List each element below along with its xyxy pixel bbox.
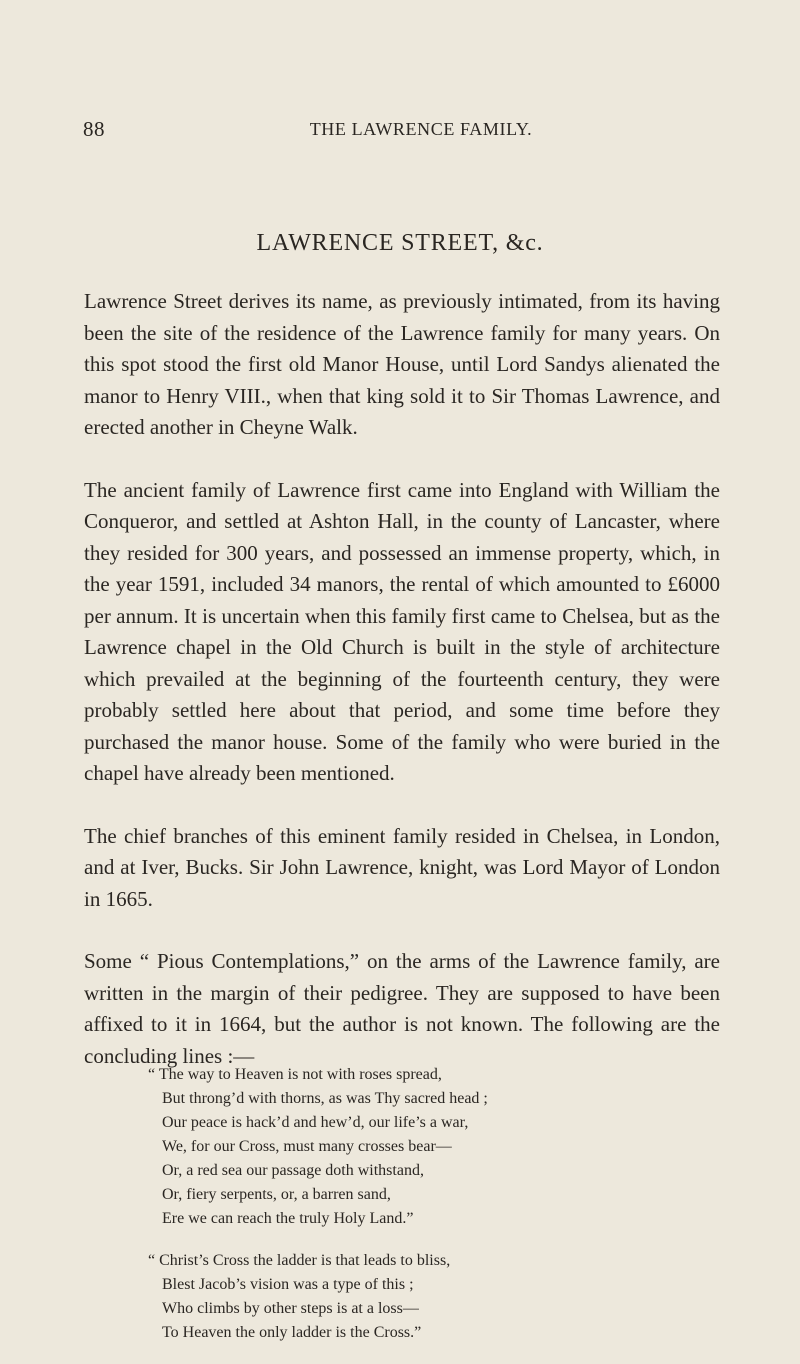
verse-line: “ The way to Heaven is not with roses spread, <box>148 1066 442 1083</box>
section-heading: LAWRENCE STREET, &c. <box>256 230 544 256</box>
verse-line: We, for our Cross, must many crosses bear— <box>162 1138 452 1155</box>
verse-line: Who climbs by other steps is at a loss— <box>162 1300 419 1317</box>
body-text <box>84 286 720 1103</box>
verse-line: To Heaven the only ladder is the Cross.” <box>162 1324 422 1341</box>
poem <box>148 1063 708 1363</box>
running-head <box>83 117 719 147</box>
verse-line: Or, fiery serpents, or, a barren sand, <box>162 1186 391 1203</box>
paragraph-1: Lawrence Street derives its name, as previously intimated, from its having been the site of the residence of the Lawrence family for many years. On this spot stood the first old Manor House, until Lord Sandys alienated the manor to Henry VIII., when that king sold it to Sir Thomas Lawrence, and erected another in Cheyne Walk. <box>84 289 720 439</box>
running-title: THE LAWRENCE FAMILY. <box>309 119 533 139</box>
page-number: 88 <box>83 117 105 141</box>
verse-line: Blest Jacob’s vision was a type of this ; <box>162 1276 414 1293</box>
verse-line: “ Christ’s Cross the ladder is that leads to bliss, <box>148 1252 451 1269</box>
stanza-1 <box>148 1063 708 1231</box>
paragraph-4: Some “ Pious Contemplations,” on the arms of the Lawrence family, are written in the margin of their pedigree. They are supposed to have been affixed to it in 1664, but the author is not known. The following are the concluding lines :— <box>84 949 720 1068</box>
stanza-2 <box>148 1249 708 1345</box>
verse-line: Ere we can reach the truly Holy Land.” <box>162 1210 414 1227</box>
verse-line: But throng’d with thorns, as was Thy sacred head ; <box>162 1090 488 1107</box>
verse-line: Or, a red sea our passage doth withstand, <box>162 1162 424 1179</box>
paragraph-3: The chief branches of this eminent family resided in Chelsea, in London, and at Iver, Bucks. Sir John Lawrence, knight, was Lord Mayor of London in 1665. <box>84 823 720 911</box>
verse-line: Our peace is hack’d and hew’d, our life’s a war, <box>162 1114 469 1131</box>
paragraph-2: The ancient family of Lawrence first came into England with William the Conqueror, and settled at Ashton Hall, in the county of Lancaster, where they resided for 300 years, and possessed an immense property, which, in the year 1591, included 34 manors, the rental of which amounted to £6000 per annum. It is uncertain when this family first came to Chelsea, but as the Lawrence chapel in the Old Church is built in the style of architecture which prevailed at the beginning of the fourteenth century, they were probably settled here about that period, and some time before they purchased the manor house. Some of the family who were buried in the chapel have already been mentioned. <box>84 477 720 785</box>
